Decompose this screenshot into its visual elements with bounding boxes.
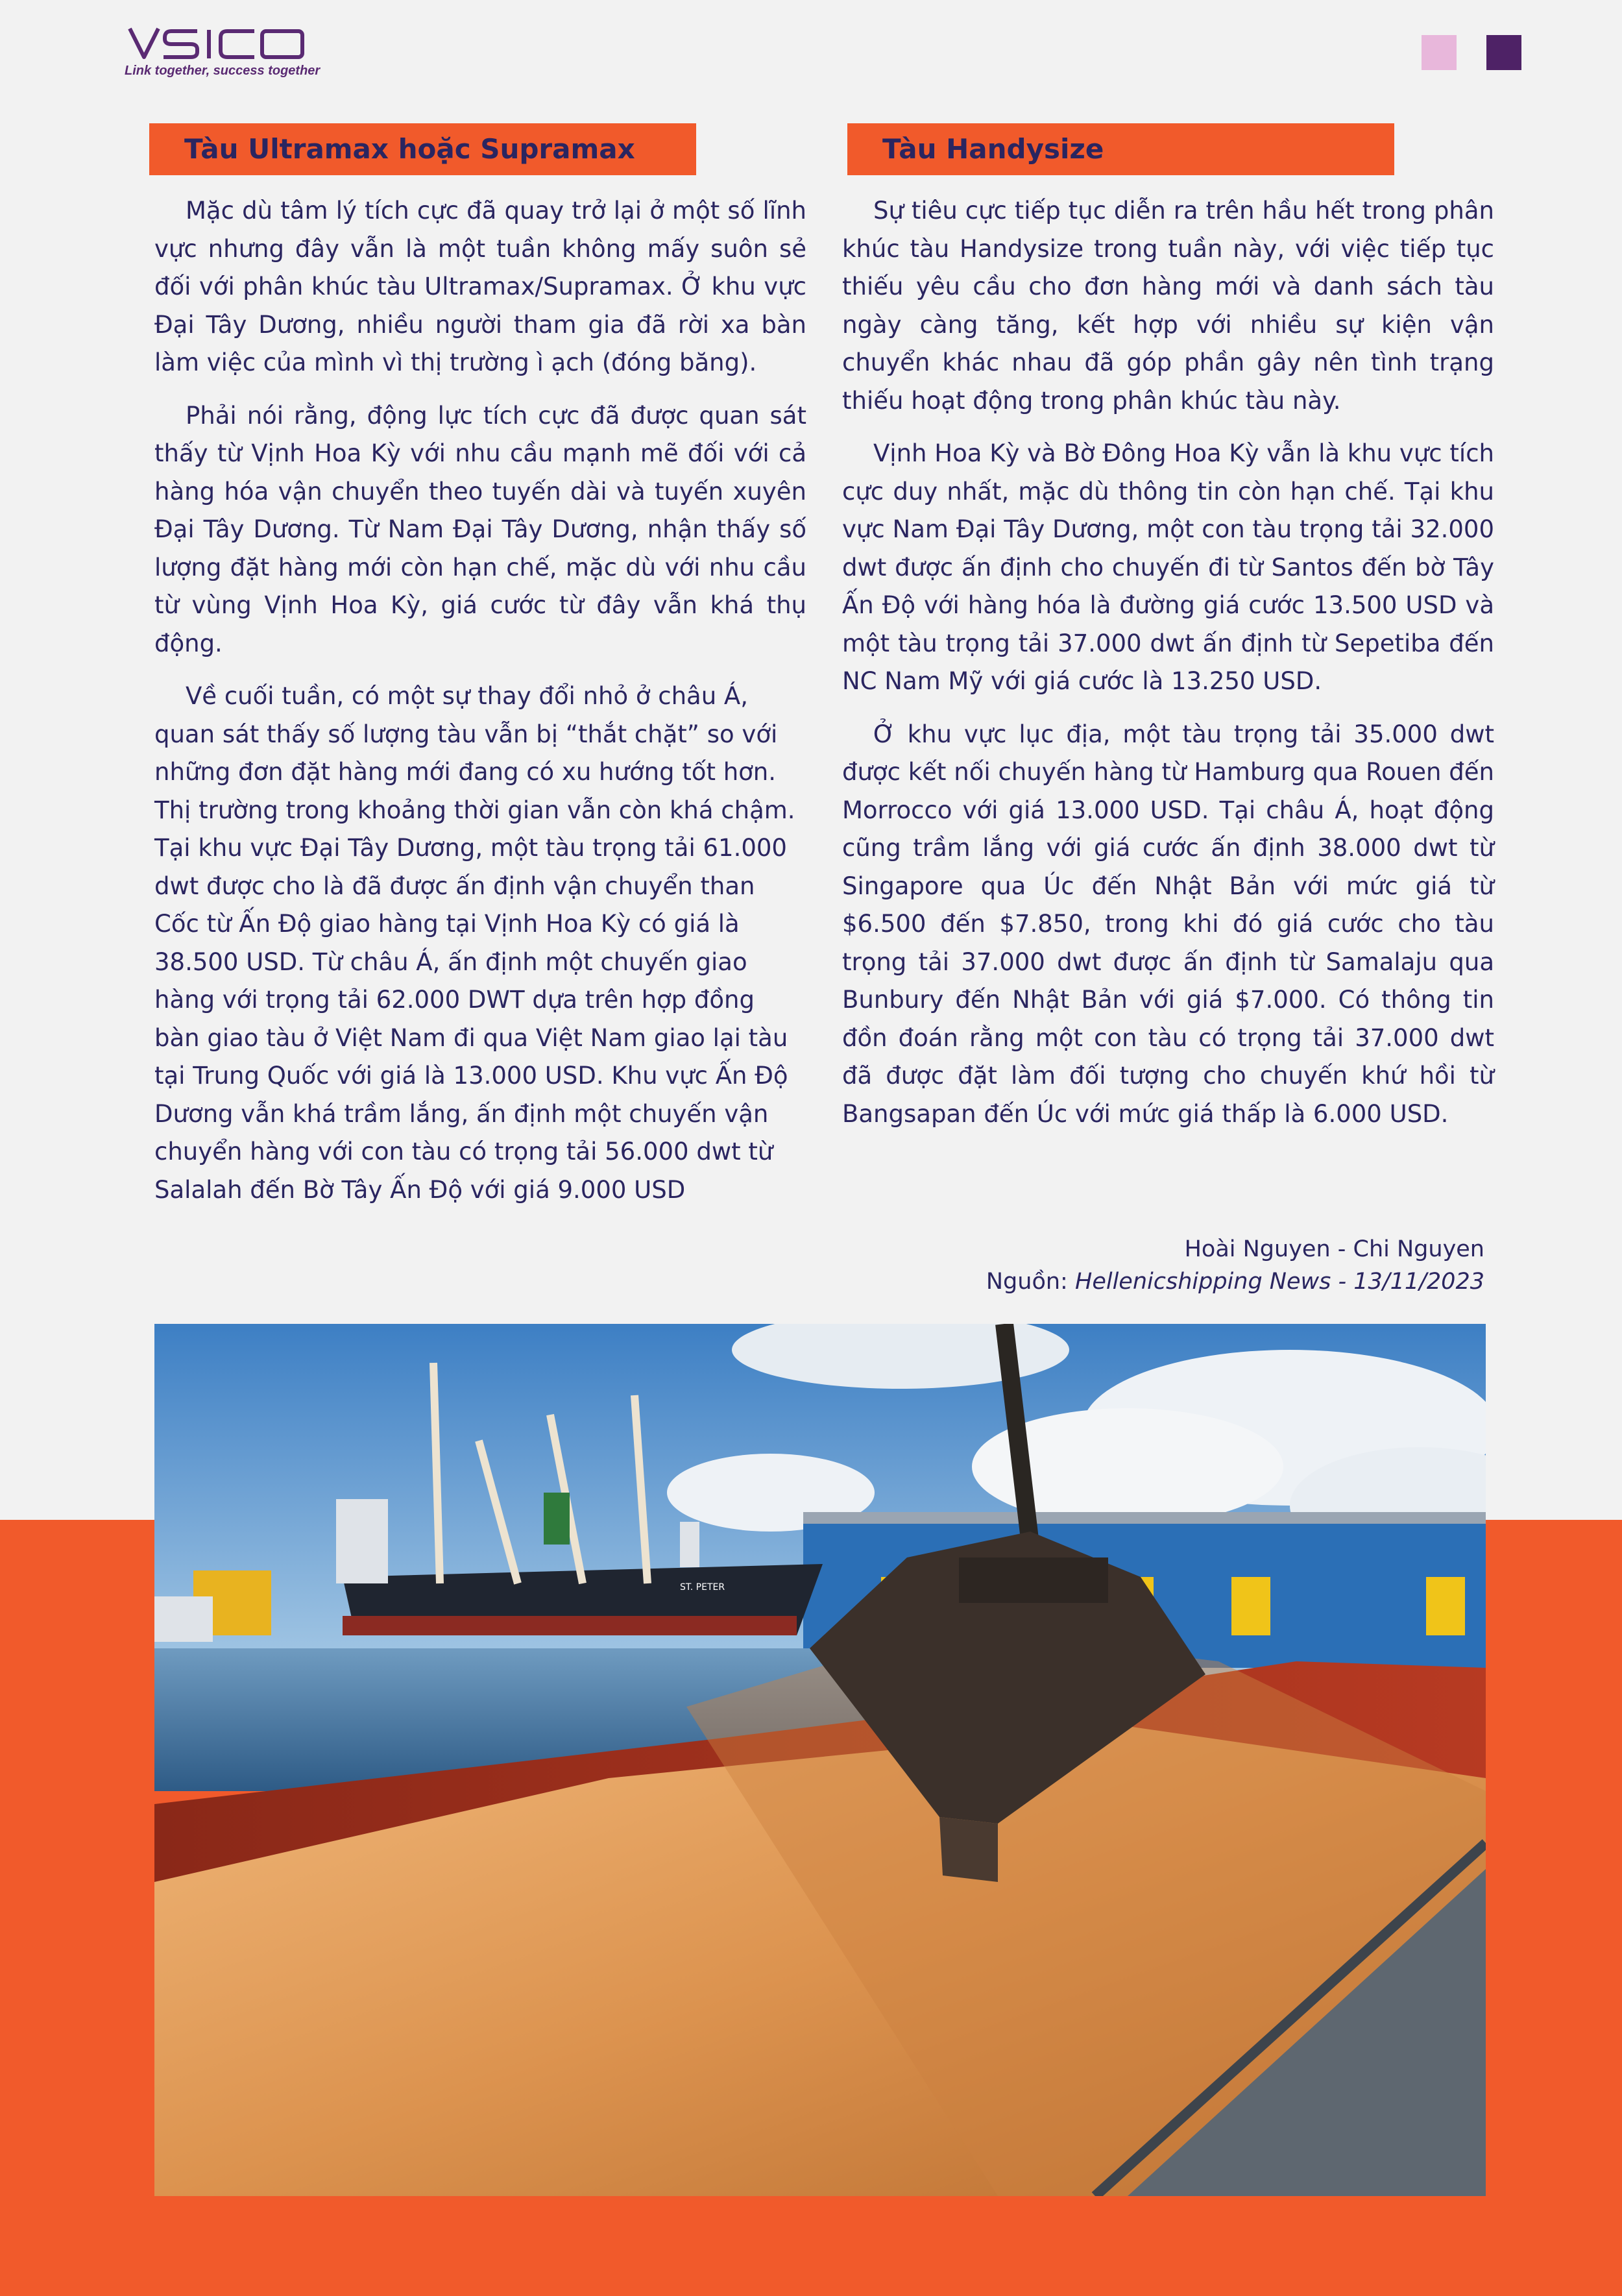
article-column-left <box>154 192 806 1224</box>
source-label: Nguồn: <box>986 1269 1068 1295</box>
article-column-right <box>842 192 1494 1148</box>
source-publication: Hellenicshipping News - 13/11/2023 <box>1075 1269 1484 1295</box>
logo-tagline: Link together, success together <box>125 64 321 78</box>
credit-authors: Hoài Nguyen - Chi Nguyen <box>1184 1236 1484 1262</box>
port-grain-photo <box>154 1324 1486 2196</box>
heading-ultramax-supramax: Tàu Ultramax hoặc Supramax <box>149 123 696 175</box>
paragraph: Ở khu vực lục địa, một tàu trọng tải 35.000 dwt được kết nối chuyến hàng từ Hamburg qua Rouen đến Morrocco với giá 13.000 USD. Tại châu Á, hoạt động cũng trầm lắng với giá cước ấn định 38.000 dwt từ Singapore qua Úc đến Nhật Bản với mức giá từ $6.500 đến $7.850, trong khi đó giá cước cho tàu trọng tải 37.000 dwt được ấn định từ Samalaju qua Bunbury đến Nhật Bản với giá $7.000. Có thông tin đồn đoán rằng một con tàu có trọng tải 37.000 dwt đã được đặt làm đối tượng cho chuyến khứ hồi từ Bangsapan đến Úc với mức giá thấp là 6.000 USD. <box>842 720 1494 1128</box>
decor-square-dark <box>1486 35 1521 70</box>
article-credit <box>842 1233 1484 1298</box>
paragraph: Sự tiêu cực tiếp tục diễn ra trên hầu hết trong phân khúc tàu Handysize trong tuần này, với việc tiếp tục thiếu yêu cầu cho đơn hàng mới và danh sách tàu ngày càng tăng, kết hợp với nhiều sự kiện vận chuyển khác nhau đã góp phần gây nên tình trạng thiếu hoạt động trong phân khúc tàu này. <box>842 197 1494 415</box>
paragraph: Phải nói rằng, động lực tích cực đã được quan sát thấy từ Vịnh Hoa Kỳ với nhu cầu mạnh mẽ đối với cả hàng hóa vận chuyển theo tuyến dài và tuyến xuyên Đại Tây Dương. Từ Nam Đại Tây Dương, nhận thấy số lượng đặt hàng mới còn hạn chế, mặc dù với nhu cầu từ vùng Vịnh Hoa Kỳ, giá cước từ đây vẫn khá thụ động. <box>154 401 806 657</box>
credit-source <box>842 1265 1484 1298</box>
paragraph: Mặc dù tâm lý tích cực đã quay trở lại ở một số lĩnh vực nhưng đây vẫn là một tuần không mấy suôn sẻ đối với phân khúc tàu Ultramax/Supramax. Ở khu vực Đại Tây Dương, nhiều người tham gia đã rời xa bàn làm việc của mình vì thị trường ì ạch (đóng băng). <box>154 197 806 376</box>
decor-square-light <box>1422 35 1457 70</box>
paragraph: Vịnh Hoa Kỳ và Bờ Đông Hoa Kỳ vẫn là khu vực tích cực duy nhất, mặc dù thông tin còn hạn chế. Tại khu vực Nam Đại Tây Dương, một con tàu trọng tải 32.000 dwt được ấn định cho chuyến đi từ Santos đến bờ Tây Ấn Độ với hàng hóa là đường giá cước 13.500 USD và một tàu trọng tải 37.000 dwt ấn định từ Sepetiba đến NC Nam Mỹ với giá cước là 13.250 USD. <box>842 439 1494 695</box>
heading-handysize: Tàu Handysize <box>847 123 1394 175</box>
ship-name: ST. PETER <box>680 1582 725 1593</box>
paragraph: Về cuối tuần, có một sự thay đổi nhỏ ở châu Á, quan sát thấy số lượng tàu vẫn bị “thắt chặt” so với những đơn đặt hàng mới đang có xu hướng tốt hơn. Thị trường trong khoảng thời gian vẫn còn khá chậm. Tại khu vực Đại Tây Dương, một tàu trọng tải 61.000 dwt được cho là đã được ấn định vận chuyển than Cốc từ Ấn Độ giao hàng tại Vịnh Hoa Kỳ có giá là 38.500 USD. Từ châu Á, ấn định một chuyến giao hàng với trọng tải 62.000 DWT dựa trên hợp đồng bàn giao tàu ở Việt Nam đi qua Việt Nam giao lại tàu tại Trung Quốc với giá là 13.000 USD. Khu vực Ấn Độ Dương vẫn khá trầm lắng, ấn định một chuyến vận chuyển hàng với con tàu có trọng tải 56.000 dwt từ Salalah đến Bờ Tây Ấn Độ với giá 9.000 USD <box>154 682 795 1204</box>
